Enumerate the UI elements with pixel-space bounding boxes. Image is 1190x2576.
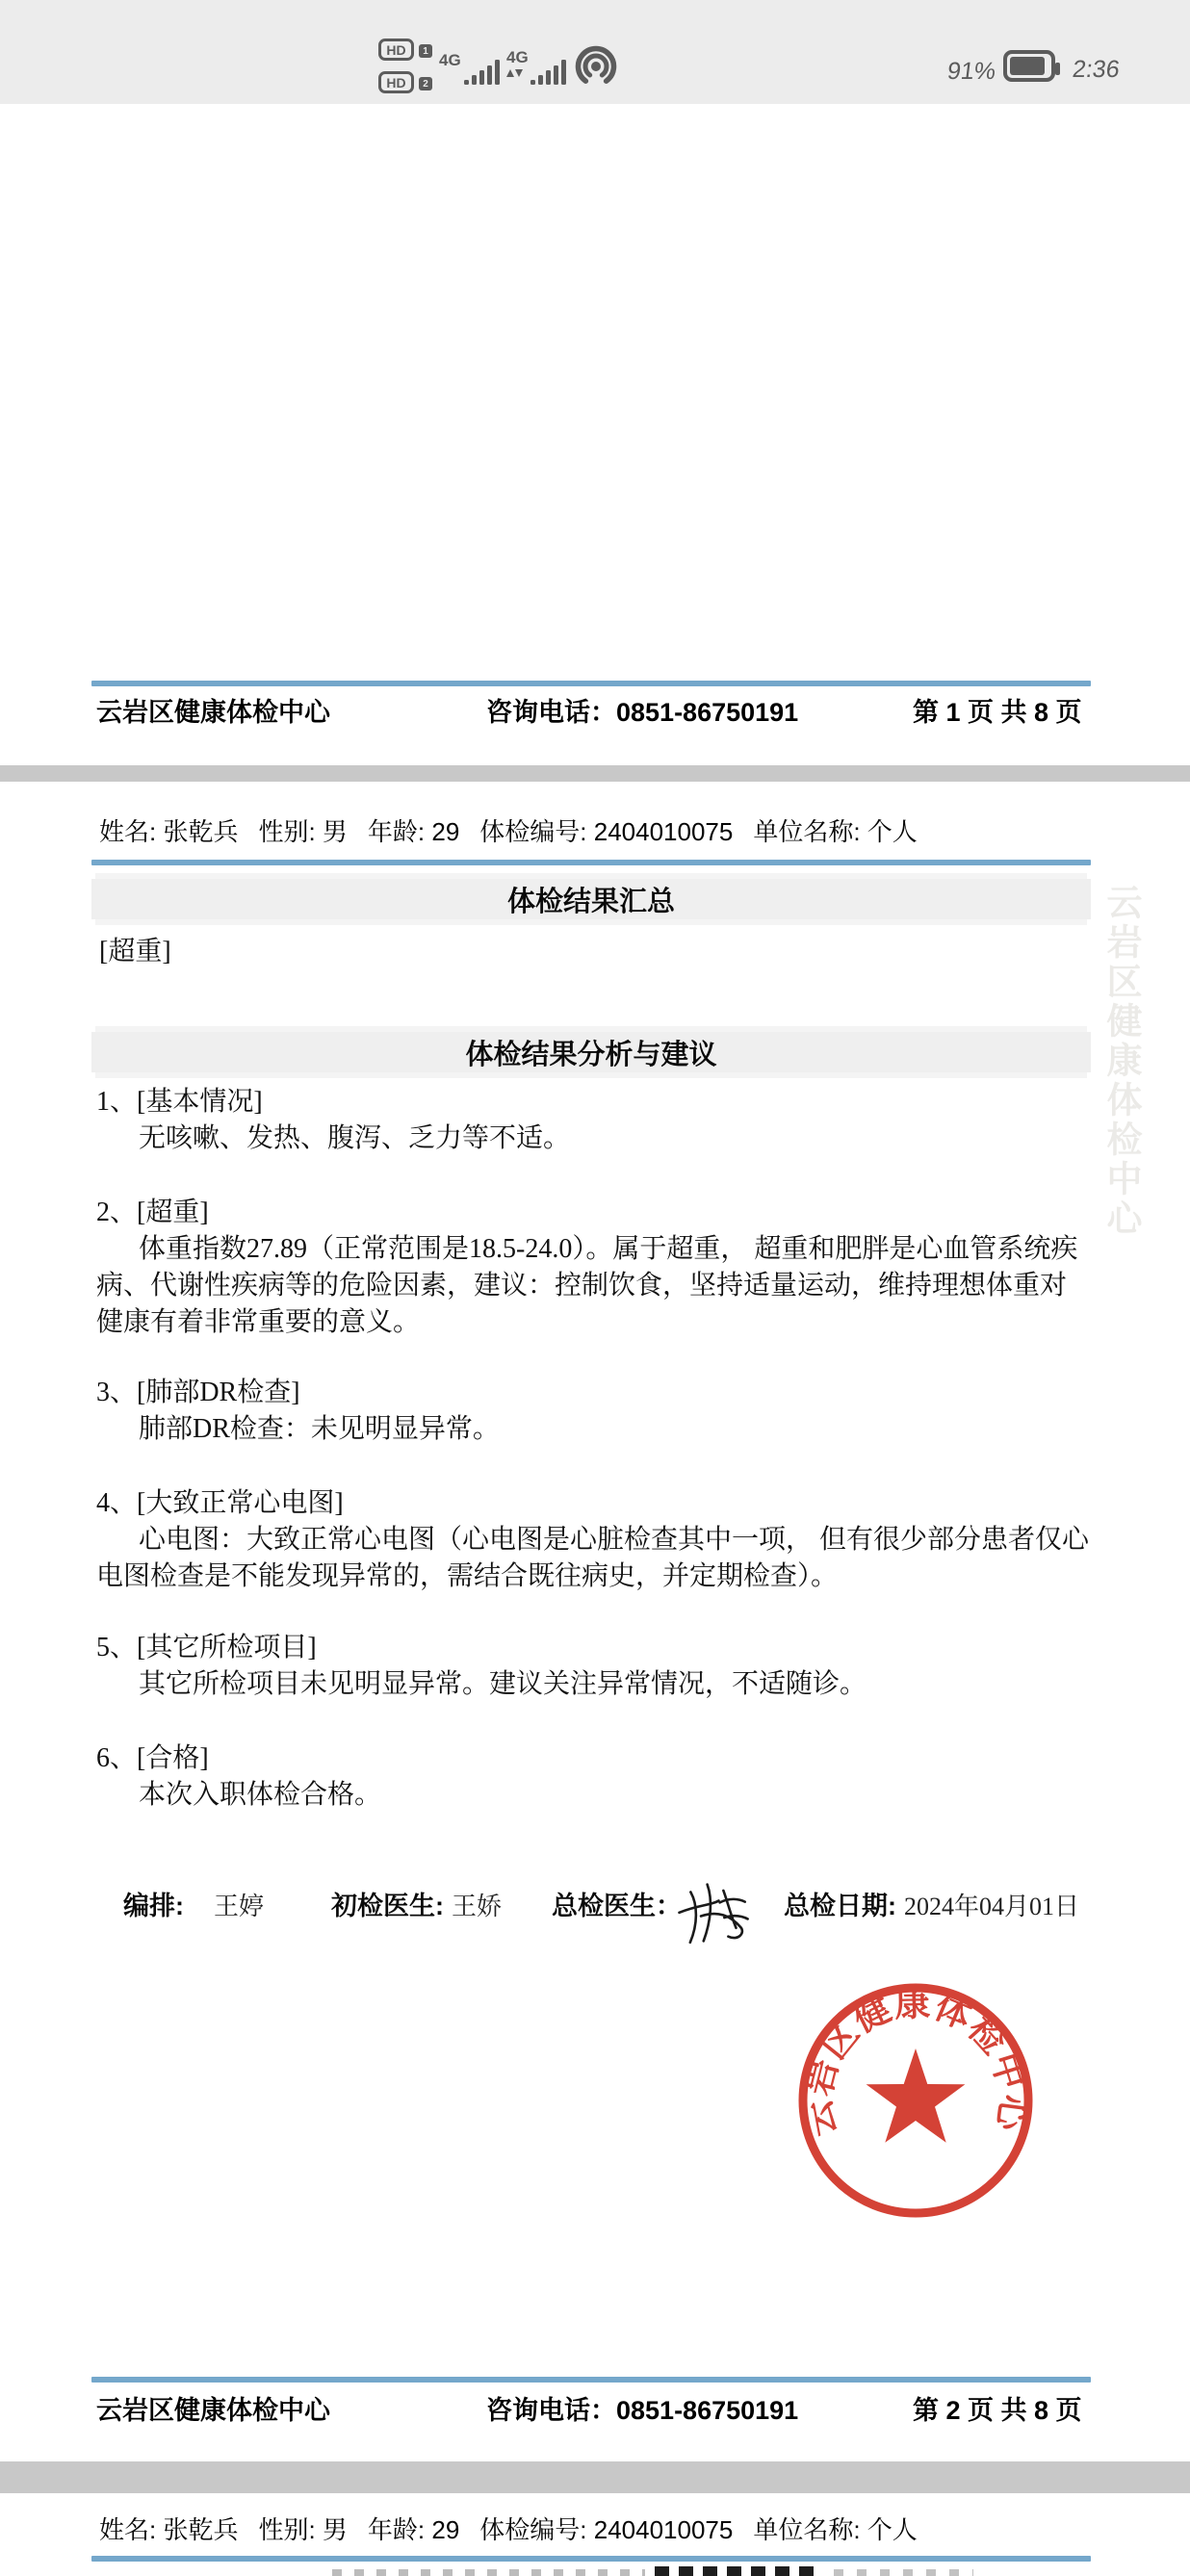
analysis-item-6 bbox=[96, 1740, 1093, 1814]
header-rule bbox=[91, 2556, 1091, 2562]
footer-rule bbox=[91, 2377, 1091, 2383]
chief-doctor-signature bbox=[666, 1871, 782, 1958]
hotspot-icon bbox=[570, 39, 622, 90]
page-separator bbox=[0, 765, 1190, 782]
item-head: 1、[基本情况] bbox=[96, 1087, 263, 1117]
footer-org-name: 云岩区健康体检中心 bbox=[96, 698, 330, 727]
hd2-sub-icon: 2 bbox=[419, 77, 432, 90]
editor-label: 编排: bbox=[123, 1892, 184, 1920]
section-title-analysis: 体检结果分析与建议 bbox=[91, 1032, 1091, 1072]
footer-rule bbox=[91, 681, 1091, 686]
patient-age: 年龄: 29 bbox=[367, 2515, 460, 2544]
clock-time: 2:36 bbox=[1071, 56, 1122, 83]
page3-clipped-title bbox=[655, 2566, 823, 2576]
patient-info-row bbox=[99, 2511, 918, 2546]
patient-exam-no: 体检编号: 2404010075 bbox=[479, 817, 734, 846]
chief-doctor-label: 总检医生： bbox=[552, 1892, 682, 1920]
item-body: 肺部DR检查：未见明显异常。 bbox=[139, 1414, 500, 1444]
official-seal-stamp bbox=[771, 1954, 1060, 2243]
first-doctor-name: 王娇 bbox=[452, 1893, 503, 1920]
item-body: 体重指数27.89（正常范围是18.5-24.0）。属于超重， 超重和肥胖是心血管系统疾病、代谢性疾病等的危险因素，建议：控制饮食，坚持适量运动，维持理想体重对健康有着非常重要的意义。 bbox=[96, 1234, 1078, 1337]
hd1-label: HD bbox=[386, 41, 406, 58]
signal-bars-2-icon bbox=[530, 60, 566, 85]
footer-phone: 咨询电话：0851-86750191 bbox=[486, 2396, 799, 2425]
hd2-label: HD bbox=[386, 74, 406, 90]
chief-date: 2024年04月01日 bbox=[904, 1893, 1080, 1920]
footer-phone: 咨询电话：0851-86750191 bbox=[486, 698, 799, 727]
patient-name: 姓名: 张乾兵 bbox=[99, 2515, 239, 2544]
hd1-sub-icon: 1 bbox=[419, 44, 432, 58]
item-body: 无咳嗽、发热、腹泻、乏力等不适。 bbox=[139, 1123, 571, 1153]
summary-item-overweight: [超重] bbox=[99, 937, 171, 966]
signal-bars-1-icon bbox=[464, 60, 500, 85]
editor-name: 王婷 bbox=[214, 1893, 265, 1920]
page3-clipped-text-row bbox=[834, 2569, 973, 2576]
item-body: 其它所检项目未见明显异常。建议关注异常情况，不适随诊。 bbox=[139, 1669, 867, 1699]
patient-gender: 性别: 男 bbox=[258, 2515, 348, 2544]
page3-clipped-text-row bbox=[332, 2569, 645, 2576]
patient-name: 姓名: 张乾兵 bbox=[99, 817, 239, 846]
footer-page-info: 第 2 页 共 8 页 bbox=[913, 2396, 1082, 2425]
hd1-icon bbox=[378, 39, 414, 61]
patient-info-row bbox=[99, 812, 918, 848]
first-doctor-label: 初检医生: bbox=[331, 1892, 444, 1920]
item-body: 心电图：大致正常心电图（心电图是心脏检查其中一项， 但有很少部分患者仅心电图检查是不能发现异常的，需结合既往病史，并定期检查）。 bbox=[96, 1525, 1090, 1591]
data-arrows-icon bbox=[506, 69, 523, 77]
analysis-item-3 bbox=[96, 1375, 1093, 1448]
analysis-item-5 bbox=[96, 1630, 1093, 1703]
stamp-text: 云岩区健康体检中心 bbox=[798, 1984, 1033, 2140]
stamp-star-icon bbox=[867, 2048, 966, 2143]
analysis-item-2 bbox=[96, 1195, 1093, 1341]
battery-icon bbox=[1003, 50, 1055, 82]
footer-page-info: 第 1 页 共 8 页 bbox=[913, 698, 1082, 727]
patient-age: 年龄: 29 bbox=[367, 817, 460, 846]
item-head: 3、[肺部DR检查] bbox=[96, 1378, 300, 1407]
item-head: 2、[超重] bbox=[96, 1198, 209, 1227]
patient-unit: 单位名称: 个人 bbox=[753, 2515, 918, 2544]
item-head: 5、[其它所检项目] bbox=[96, 1633, 317, 1662]
section-title-summary: 体检结果汇总 bbox=[91, 879, 1091, 919]
chief-date-label: 总检日期: bbox=[784, 1892, 896, 1920]
header-rule bbox=[91, 860, 1091, 865]
analysis-item-4 bbox=[96, 1485, 1093, 1595]
network-type-2: 4G bbox=[506, 48, 529, 66]
footer-org-name: 云岩区健康体检中心 bbox=[96, 2396, 330, 2425]
battery-percent: 91% bbox=[945, 58, 997, 85]
center-watermark: 云岩区健康体检中心 bbox=[1100, 884, 1140, 1239]
item-head: 4、[大致正常心电图] bbox=[96, 1488, 344, 1518]
page-separator bbox=[0, 2461, 1190, 2493]
patient-gender: 性别: 男 bbox=[258, 817, 348, 846]
analysis-item-1 bbox=[96, 1084, 1093, 1157]
status-bar bbox=[0, 0, 1190, 104]
item-head: 6、[合格] bbox=[96, 1743, 209, 1773]
item-body: 本次入职体检合格。 bbox=[139, 1780, 382, 1810]
signoff-row bbox=[96, 1885, 1093, 1962]
patient-exam-no: 体检编号: 2404010075 bbox=[479, 2515, 734, 2544]
network-type-1: 4G bbox=[439, 51, 461, 69]
hd2-icon bbox=[378, 71, 414, 93]
patient-unit: 单位名称: 个人 bbox=[753, 817, 918, 846]
